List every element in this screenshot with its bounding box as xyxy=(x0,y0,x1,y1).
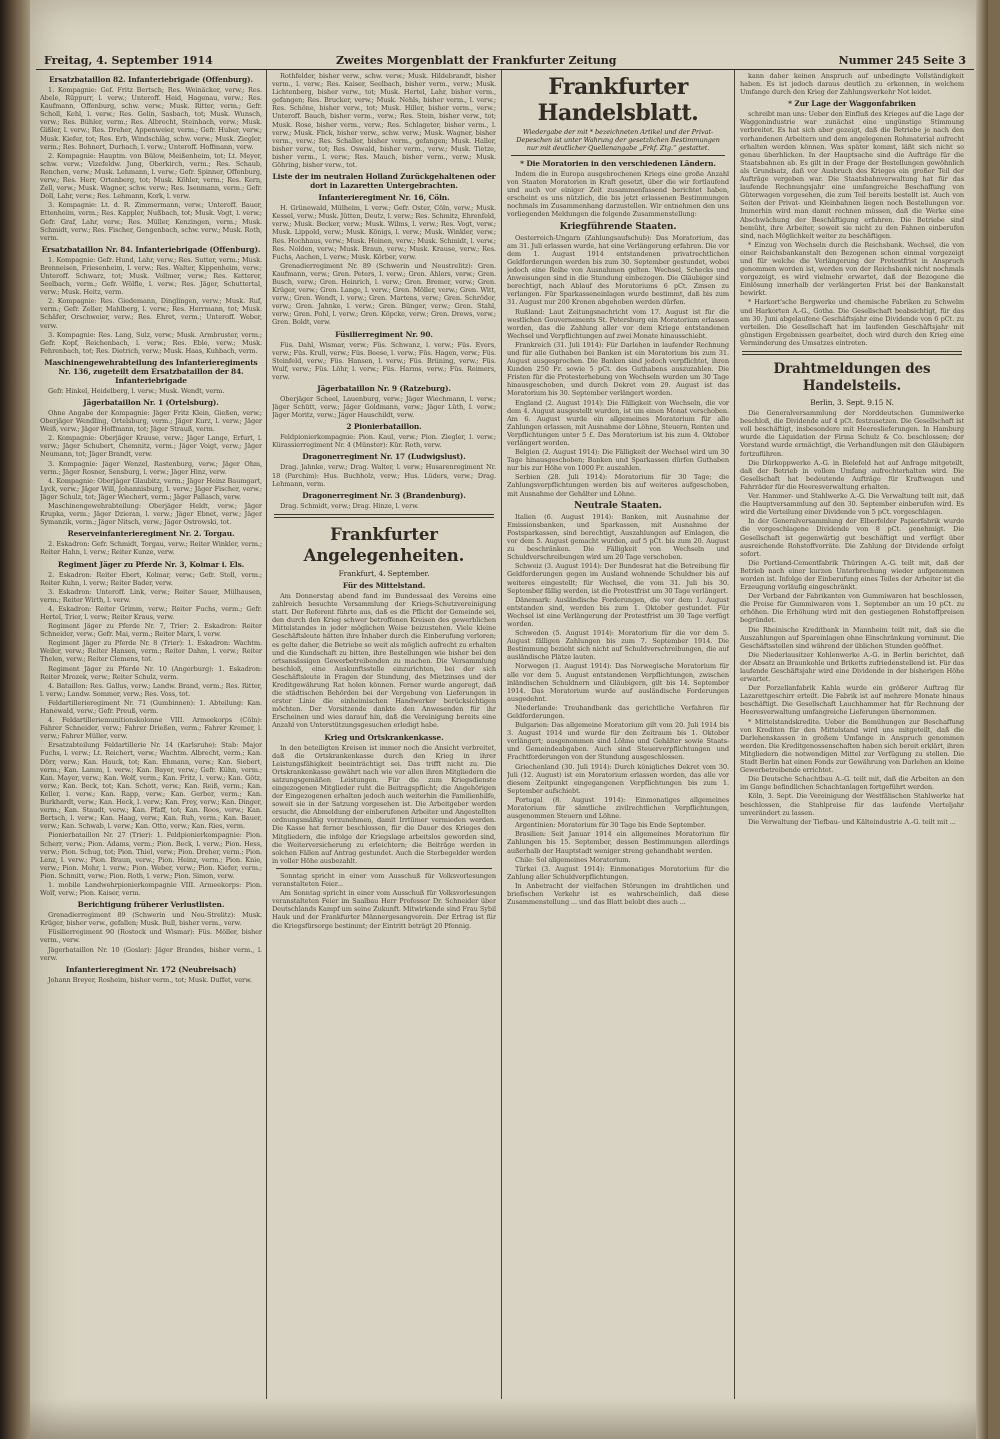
book-binding xyxy=(0,0,30,1439)
column-2-body-g: Drag. Schmidt, verw.; Drag. Hinze, l. verw. xyxy=(280,501,419,510)
reprint-note: Wiedergabe der mit * bezeichneten Artikel und der Privat-Depeschen ist unter Wahrung der gesetzlichen Bestimmungen nur mit deutlicher Quellenangabe „Frkf. Ztg.“ gestattet. xyxy=(516,128,720,152)
header-date: Freitag, 4. September 1914 xyxy=(44,54,213,67)
column-rule xyxy=(501,70,502,1399)
column-1-regiment-2: Regiment Jäger zu Pferde Nr. 3, Kolmar i. Els. xyxy=(57,559,245,569)
section-title: Frankfurter Angelegenheiten. xyxy=(303,524,465,565)
masthead-rule xyxy=(511,155,725,156)
column-4-body-a: kann daher keinen Anspruch auf unbedingte Vollständigkeit haben. Es ist jedoch daraus deutlich zu erkennen, in welchem Umfange durch den Krieg der Zahlungsverkehr Not leidet. xyxy=(740,72,964,97)
lead-heading: * Die Moratorien in den verschiedenen Ländern. xyxy=(520,159,716,168)
column-2-body-f: Drag. Jahnke, verw.; Drag. Walter, l. verw.; Husarenregiment Nr. 18 (Parchim): Hus. Buchholz, verw.; Hus. Lüders, verw.; Drag. Lehmann, verm. xyxy=(272,463,496,488)
column-1-body-e: 2. Eskadron: Gefr. Schmidt, Torgau, verw.; Reiter Winkler, verm.; Reiter Hahn, l. verw.; Reiter Kunze, verw. xyxy=(40,540,262,557)
column-rule xyxy=(734,70,735,1399)
column-2-body-a: Rothfelder, bisher verw., schw. verw.; Musk. Hildebrandt, bisher verm., l. verw.; Res. Kaiser, Seelbach, bisher verm., verw.; Musk. Lichtenberg, bisher verw., tot; Musk. Hertel, Lahr, bisher verm., gefangen; Res. Brucker, verw.; Musk. Nehls, bisher verm., l. verw.; Res. Schöne, bisher verw., tot; Musk. Hiller, bisher verm., verw.; Unteroff. Bauch, bisher verm., verw.; Res. Stein, bisher verw., tot; Musk. Rose, bisher verm., verw.; Res. Schlageter, bisher verm., l. verw.; Musk. Flick, bisher verw., schw. verw.; Musk. Wagner, bisher verm., verw.; Res. Schaller, bisher verm., gefangen; Musk. Haller, bisher verw., tot; Res. Oswald, bisher verm., verw.; Musk. Tietze, bisher verm., l. verw.; Res. Mauch, bisher verm., verw.; Musk. Göhring, bisher verw., tot. xyxy=(272,72,496,170)
telegraph-heading: Drahtmeldungen des Handelsteils. xyxy=(773,361,931,394)
column-1-regiment-heading: Ersatzbataillon Nr. 84. Infanteriebrigade (Offenburg). xyxy=(41,244,261,254)
waggon-heading: * Zur Lage der Waggonfabriken xyxy=(788,99,916,109)
column-1-intro: Ersatzbataillon 82. Infanteriebrigade (Offenburg). xyxy=(49,75,253,84)
column-2-body-c: Füs. Dahl, Wismar, verw.; Füs. Schwanz, l. verw.; Füs. Evers, verw.; Füs. Krull, verw.; Füs. Beese, l. verw.; Füs. Hagen, verw.; Füs. Steinfeld, verw.; Füs. Hansen, l. verw.; Füs. Brüning, verw.; Füs. Wulf, verw.; Füs. Löhr, l. verw.; Füs. Harms, verw.; Füs. Reimers, verw. xyxy=(272,340,496,381)
handelsblatt-masthead: Frankfurter Handelsblatt. xyxy=(537,74,699,126)
section-subheading: Für des Mittelstand. xyxy=(342,580,426,590)
column-2-reg-b: Füsilierregiment Nr. 90. xyxy=(335,329,433,339)
section-body-b: In den beteiligten Kreisen ist immer noch die Ansicht verbreitet, daß die Ortskrankenkasse durch den Krieg in ihrer Leistungsfähigkeit beeinträchtigt sei. Das trifft nicht zu. Die Ortskrankenkasse gewährt nach wie vor allen ihren Mitgliedern die satzungsgemäßen Leistungen. Für die zum Kriegsdienste eingezogenen Mitglieder ruht die Beitragspflicht; die Angehörigen der Eingezogenen erhalten jedoch auch weiterhin die Familienhilfe, soweit sie in der Satzung vorgesehen ist. Die Arbeitgeber werden ersucht, die Abmeldung der einberufenen Arbeiter und Angestellten ordnungsmäßig vorzunehmen, damit Irrtümer vermieden werden. Die Kasse hat ferner beschlossen, für die Dauer des Krieges den Mitgliedern, die infolge der Kriegslage arbeitslos geworden sind, die Weiterversicherung zu erleichtern; die Beiträge werden in solchen Fällen auf Antrag gestundet. Auch die Sterbegelder werden in voller Höhe ausbezahlt. xyxy=(272,743,496,865)
column-3-body-a: Indem die in Europa ausgebrochenen Kriegs eine große Anzahl von Staaten Moratorien in Kraft gesetzt, über die wir fortlaufend und auch vor einiger Zeit zusammenfassend berichtet haben, erscheint es uns nützlich, die bis jetzt erlassenen Bestimmungen nochmals im Zusammenhang darzustellen. Wir entnehmen den uns vorliegenden Meldungen die folgende Zusammenstellung: xyxy=(507,170,729,219)
column-2-reg-d: 2 Pionierbataillon. xyxy=(346,422,422,432)
column-1-last-heading: Infanterieregiment Nr. 172 (Neubreisach) xyxy=(65,964,237,974)
header-rule xyxy=(36,69,974,70)
column-rule xyxy=(266,70,267,1399)
newspaper-page xyxy=(30,0,988,1439)
subheading-belligerent: Kriegführende Staaten. xyxy=(559,221,677,232)
column-1-body-g: Grenadierregiment 89 (Schwerin und Neu-Strelitz): Musk. Krüger, bisher verw., gefallen; Musk. Bull, bisher verm., verw. Füsilierregiment 90 (Rostock und Wismar): Füs. Möller, bisher verm., verw. Jägerbataillon Nr. 10 (Goslar): Jäger Brandes, bisher verm., l. verw. xyxy=(40,911,262,962)
column-2-reg-c: Jägerbataillon Nr. 9 (Ratzeburg). xyxy=(317,384,451,393)
telegraph-dateline: Berlin, 3. Sept. 9.15 N. xyxy=(810,398,894,407)
section-subhead-2: Krieg und Ortskrankenkasse. xyxy=(324,732,444,742)
column-2-reg-f: Dragonerregiment Nr. 3 (Brandenburg). xyxy=(302,490,466,500)
column-1-body-h: Johann Breyer, Rosheim, bisher verm., tot; Musk. Duffet, verw. xyxy=(48,975,252,984)
column-4-body-b: schreibt man uns: Ueber den Einfluß des Krieges auf die Lage der Waggonindustrie war zunächst eine ungünstige Stimmung verbreitet. Es hat sich aber gezeigt, daß die Betriebe je nach den vorhandenen Arbeitern und dem angelegenen Rohmaterial aufrecht erhalten werden können. Was später kommt, läßt sich nicht so genau überblicken. In der Hauptsache sind die Aufträge für die Staatsbahnen ab. Es gilt in der Frage der Bestellungen gewöhnlich als Grundsatz, daß vor Ausbruch des Krieges ein großer Teil der Aufträge vergeben war. Die Staatsbahnverwaltung hat für das laufende Rechnungsjahr eine umfangreiche Beschaffung von Güterwagen vorgesehen, die zum Teil bereits bestellt ist. Auch von Seiten der Privat- und Kleinbahnen liegen noch Bestellungen vor. Immerhin wird man damit rechnen müssen, daß die Werke eine Abschwächung der Beschäftigung erfahren. Die Betriebe sind bemüht, ihre Arbeiter, soweit sie nicht zu den Fahnen einberufen sind, nach Möglichkeit weiter zu beschäftigen. * Einzug von Wechseln durch die Reichsbank. Wechsel, die von einer Reichsbankanstalt den Bezogenen schon einmal vorgezeigt und für welche die Verlängerung der Protestfrist in Anspruch genommen worden ist, werden von der Reichsbank nicht nochmals vorgezeigt, es wird vielmehr erwartet, daß der Bezogene die Einlösung innerhalb der verlängerten Frist bei der Bankanstalt bewirkt. * Harkort'sche Bergwerke und chemische Fabriken zu Schwelm und Harkorten A.-G., Gotha. Die Gesellschaft beabsichtigt, für das am 30. Juni abgelaufene Geschäftsjahr eine Dividende von 6 pCt. zu verteilen. Die Gesellschaft hat im laufenden Geschäftsjahr mit günstigen Ergebnissen gearbeitet, doch wird durch den Krieg eine Verminderung des Umsatzes eintreten. xyxy=(740,110,964,347)
column-2-body-e: Feldpionierkompagnie: Pion. Kaul, verw.; Pion. Ziegler, l. verw.; Kürassierregiment Nr. 4 (Münster): Kür. Roth, verw. xyxy=(272,433,496,450)
section-separator xyxy=(274,514,494,518)
column-1-body-b: 1. Kompagnie: Gefr. Hund, Lahr, verw.; Res. Sutter, verm.; Musk. Brenneisen, Friesenheim, l. verw.; Res. Walter, Kippenheim, verw.; Unteroff. Schwarz, tot; Musk. Vollmer, verw.; Res. Ketterer, Seelbach, verm.; Gefr. Wölfle, l. verw.; Res. Jäger, Schuttertal, verw.; Musk. Heitz, verm. 2. Kompagnie: Res. Giedemann, Dinglingen, verw.; Musk. Ruf, verm.; Gefr. Zeller, Mahlberg, l. verw.; Res. Herrmann, tot; Musk. Schäfer, Orschweier, verw.; Res. Ehret, verm.; Unteroff. Weber, verw. 3. Kompagnie: Res. Lang, Sulz, verw.; Musk. Armbruster, verm.; Gefr. Kopf, Reichenbach, l. verw.; Res. Eble, verw.; Musk. Fehrenbach, tot; Res. Dietrich, verw.; Musk. Haas, Kuhbach, verm. xyxy=(40,255,262,355)
column-1-guard-heading: Maschinengewehrabteilung des Infanterieregiments Nr. 136, zugeteilt dem Ersatzbataillon der 84. Infanteriebrigade xyxy=(44,357,258,385)
page-edge xyxy=(976,0,988,1439)
column-2 xyxy=(272,72,496,1399)
column-2-body-b: H. Grünewald, Mülheim, l. verw.; Gefr. Oster, Cöln, verw.; Musk. Kessel, verw.; Musk. Jütten, Deutz, l. verw.; Res. Schmitz, Ehrenfeld, verw.; Musk. Becker, verw.; Musk. Wilms, l. verw.; Res. Vogt, verw.; Musk. Lippold, verw.; Musk. Königs, l. verw.; Musk. Winkler, verw.; Res. Hochhaus, verw.; Musk. Heinen, verw.; Musk. Schmidt, l. verw.; Res. Nolden, verw.; Musk. Braun, verw.; Musk. Krause, verw.; Res. Fuchs, Aachen, l. verw.; Musk. Körber, verw. Grenadierregiment Nr. 89 (Schwerin und Neustrelitz): Gren. Kaufmann, verw.; Gren. Peters, l. verw.; Gren. Ahlers, verw.; Gren. Busch, verw.; Gren. Heinrich, l. verw.; Gren. Bremer, verw.; Gren. Krüger, verw.; Gren. Lange, l. verw.; Gren. Möller, verw.; Gren. Witt, verw.; Gren. Wendt, l. verw.; Gren. Martens, verw.; Gren. Schröder, verw.; Gren. Jahnke, l. verw.; Gren. Bünger, verw.; Gren. Stahl, verw.; Gren. Pohl, l. verw.; Gren. Köpcke, verw.; Gren. Drews, verw.; Gren. Boldt, verw. xyxy=(272,204,496,327)
column-1-bottom-heading: Berichtigung früherer Verlustlisten. xyxy=(77,900,225,910)
column-1-body-c: Gefr. Hinkel, Heidelberg, l. verw.; Musk. Wendt, verm. xyxy=(48,386,225,395)
section-dateline: Frankfurt, 4. September. xyxy=(338,568,430,578)
column-2-body-d: Oberjäger Scheel, Lauenburg, verw.; Jäger Wiechmann, l. verw.; Jäger Schütt, verw.; Jäger Goldmann, verw.; Jäger Lüth, l. verw.; Jäger Moritz, verw.; Jäger Hauschildt, verw. xyxy=(272,395,496,420)
column-2-list-heading: Liste der im neutralen Holland Zurückgehaltenen oder dort in Lazaretten Untergebrachten. xyxy=(272,172,496,191)
column-2-reg-a: Infanterieregiment Nr. 16, Cöln. xyxy=(318,193,450,203)
column-4-body-c: Die Generalversammlung der Norddeutschen Gummiwerke beschloß, die Dividende auf 4 pCt. festzusetzen. Die Gesellschaft ist voll beschäftigt, insbesondere mit Heereslieferungen. In Hamburg wurde die Liquidation der Firma Schulz & Co. beschlossen; der Vorstand wurde ermächtigt, die Verhandlungen mit den Gläubigern fortzuführen. Die Dürkoppwerke A.-G. in Bielefeld hat auf Anfrage mitgeteilt, daß der Betrieb in vollem Umfang aufrechterhalten wird. Die Gesellschaft hat bedeutende Aufträge für Kraftwagen und Fahrräder für die Heeresverwaltung erhalten. Ver. Hammer- und Stahlwerke A.-G. Die Verwaltung teilt mit, daß die Hauptversammlung auf den 30. September einberufen wird. Es wird die Verteilung einer Dividende von 5 pCt. vorgeschlagen. In der Generalversammlung der Elberfelder Papierfabrik wurde die vorgeschlagene Dividende von 8 pCt. genehmigt. Die Gesellschaft ist gegenwärtig gut beschäftigt und verfügt über ausreichende Rohstoffvorräte. Die Zahlung der Dividende erfolgt sofort. Die Portland-Cementfabrik Thüringen A.-G. teilt mit, daß der Betrieb nach einer kurzen Unterbrechung wieder aufgenommen worden ist. Infolge der Einberufung eines Teiles der Arbeiter ist die Erzeugung vorläufig eingeschränkt. Der Verband der Fabrikanten von Gummiwaren hat beschlossen, die Preise für Gummiwaren vom 1. September an um 10 pCt. zu erhöhen. Die Erhöhung wird mit den gestiegenen Rohstoffpreisen begründet. Die Rheinische Kreditbank in Mannheim teilt mit, daß sie die Auszahlungen auf Spareinlagen ohne Einschränkung vornimmt. Die Geschäftsstellen sind während der üblichen Stunden geöffnet. Die Niederlausitzer Kohlenwerke A.-G. in Berlin berichtet, daß der Absatz an Braunkohle und Briketts zufriedenstellend ist. Für das laufende Geschäftsjahr wird eine Dividende in der bisherigen Höhe erwartet. Der Porzellanfabrik Kahla wurde ein größerer Auftrag für Lazarettgeschirr erteilt. Die Fabrik ist auf mehrere Monate hinaus beschäftigt. Die Gesellschaft Lauchhammer hat für Rechnung der Heeresverwaltung umfangreiche Lieferungen übernommen. * Mittelstandskredite. Ueber die Bemühungen zur Beschaffung von Krediten für den Mittelstand wird uns mitgeteilt, daß die Darlehenskassen in großem Umfange in Anspruch genommen werden. Die Kreditgenossenschaften haben sich bereit erklärt, ihren Mitgliedern die notwendigen Mittel zur Verfügung zu stellen. Die Stadt Berlin hat einen Fonds zur Gewährung von Darlehen an kleine Gewerbetreibende errichtet. Die Deutsche Schachtbau A.-G. teilt mit, daß die Arbeiten an den im Gange befindlichen Schachtanlagen fortgeführt werden. Köln, 3. Sept. Die Vereinigung der Westfälischen Stahlwerke hat beschlossen, die Stahlpreise für das laufende Vierteljahr unverändert zu lassen. Die Verwaltung der Tiefbau- und Kälteindustrie A.-G. teilt mit ... xyxy=(740,409,964,826)
column-4-separator xyxy=(742,351,962,355)
page-bottom-shadow xyxy=(30,1399,988,1439)
column-2-reg-e: Dragonerregiment Nr. 17 (Ludwigslust). xyxy=(302,452,466,462)
column-1-body-a: 1. Kompagnie: Gef. Fritz Bertsch; Res. Weinäcker, verw.; Res. Abele, Rüppurr, l. verw.; Unteroff. Heid, Hagenau, verw.; Res. Kaufmann, Offenburg, schw. verw.; Musk. Ritter, verm.; Gefr. Scholl, Kehl, l. verw.; Res. Gelin, Sasbach, tot; Musk. Wunsch, verw.; Res. Bühler, verm.; Res. Albrecht, Steinbach, verw.; Musk. Gißler, l. verw.; Res. Dreher, Appenweier, verm.; Gefr. Huber, verw.; Musk. Kiefer, tot; Res. Erb, Windschläg, schw. verw.; Musk. Ziegler, verm.; Res. Bohnert, Durbach, l. verw.; Unteroff. Hoffmann, verw. 2. Kompagnie: Hauptm. von Bülow, Meißenheim, tot; Lt. Meyer, schw. verw.; Vizefeldw. Jung, Oberkirch, verm.; Res. Schaub, Renchen, verw.; Musk. Lehmann, l. verw.; Gefr. Spinner, Offenburg, verw.; Res. Herr, Ortenberg, tot; Musk. Köhler, verm.; Res. Kern, Zell, verw.; Musk. Wagner, schw. verw.; Res. Isenmann, verm.; Gefr. Doll, Lahr, verw.; Res. Lehmann, Kork, l. verw. 3. Kompagnie: Lt. d. R. Zimmermann, verw.; Unteroff. Bauer, Ettenheim, verm.; Res. Kappler, Nußbach, tot; Musk. Vogt, l. verw.; Gefr. Graf, Lahr, verw.; Res. Müller, Kenzingen, verm.; Musk. Schmidt, verw.; Res. Fischer, Gengenbach, schw. verw.; Musk. Roth, verm. xyxy=(40,86,262,242)
column-1-reserve-heading: Reserveinfanterieregiment Nr. 2. Torgau. xyxy=(67,529,235,539)
column-1-body-d: Ohne Angabe der Kompagnie: Jäger Fritz Klein, Gießen, verw.; Oberjäger Wendling, Ortelsburg, verm.; Jäger Kurz, l. verw.; Jäger Weiß, verw.; Jäger Hoffmann, tot; Jäger Strauß, verm. 2. Kompagnie: Oberjäger Krause, verw.; Jäger Lange, Erfurt, l. verw.; Jäger Schubert, Chemnitz, verm.; Jäger Voigt, verw.; Jäger Neumann, tot; Jäger Brandt, verw. 3. Kompagnie: Jäger Wenzel, Rastenburg, verw.; Jäger Ohm, verm.; Jäger Rosner, Sensburg, l. verw.; Jäger Hinz, verw. 4. Kompagnie: Oberjäger Glaubitz, verm.; Jäger Heinz Baumgart, Lyck, verw.; Jäger Will, Johannisburg, l. verw.; Jäger Fischer, verw.; Jäger Schulz, tot; Jäger Wiechert, verm.; Jäger Pallasch, verw. Maschinengewehrabteilung: Oberjäger Heldt, verw.; Jäger Krupka, verm.; Jäger Dzieran, l. verw.; Jäger Ebnet, verw.; Jäger Symanzik, verm.; Jäger Nitsch, verw.; Jäger Ostrowski, tot. xyxy=(40,409,262,527)
header-page-number: Nummer 245 Seite 3 xyxy=(838,54,966,67)
column-1 xyxy=(40,72,262,1399)
section-closing: Sonntag spricht in einer vom Ausschuß für Volksvorlesungen veranstalteten Feier... xyxy=(272,871,496,889)
header-edition: Zweites Morgenblatt der Frankfurter Zeitung xyxy=(336,54,617,67)
section-body-c: Sonntag spricht in einer vom Ausschuß für Volksvorlesungen veranstalteten Feier... Am Sonntag spricht in einer vom Ausschuß für Volksvorlesungen veranstalteten Feier im Saalbau Herr Professor Dr. Schneider über Deutschlands Kampf um seine Zukunft. Mitwirkende sind Frau Sybil Hauk und der Frankfurter Männergesangverein. Der Ertrag ist für die Kriegsfürsorge bestimmt; der Eintritt beträgt 20 Pfennig. xyxy=(272,871,496,930)
page-header xyxy=(36,54,974,70)
section-body-a: Am Donnerstag abend fand im Bundessaal des Vereins eine zahlreich besuchte Versammlung der Kriegs-Schutzvereinigung statt. Der Referent führte aus, daß es die Pflicht der Gemeinde sei, den durch den Krieg schwer betroffenen Kreisen des gewerblichen Mittelstandes in jeder möglichen Weise beizustehen. Viele kleine Geschäftsleute hätten ihre Inhaber durch die Einberufung verloren; es gelte daher, die Betriebe so weit als möglich aufrecht zu erhalten und die Kundschaft zu bitten, ihre Bestellungen wie bisher bei den ortsansässigen Gewerbetreibenden zu machen. Die Versammlung beschloß, eine Auskunftsstelle einzurichten, bei der sich Geschäftsleute in Fragen der Stundung, des Mietzinses und der Kreditgewährung Rat holen können. Ferner wurde angeregt, daß die städtischen Behörden bei der Vergebung von Lieferungen in erster Linie die einheimischen Handwerker berücksichtigen möchten. Der Vorsitzende dankte den Anwesenden für ihr Erscheinen und wies darauf hin, daß die Vereinigung bereits eine Anzahl von Unterstützungsgesuchen erledigt habe. xyxy=(272,591,496,730)
column-4 xyxy=(740,72,964,1399)
section-rule xyxy=(276,868,492,869)
subheading-neutral: Neutrale Staaten. xyxy=(574,500,662,511)
column-3-body-c: Italien (6. August 1914): Banken, mit Ausnahme der Emissionsbanken, und Sparkassen, mit Ausnahme der Postsparkassen, sind berechtigt, Auszahlungen auf Einlagen, die vor dem 5. August gemacht wurden, auf 5 pCt. bis zum 20. August zu beschränken. Die Fälligkeit von Wechseln und Schuldverschreibungen wird um 20 Tage verschoben. Schweiz (3. August 1914): Der Bundesrat hat die Betreibung für Geldforderungen gegen im Ausland wohnende Schuldner bis auf weiteres eingestellt; für Wechsel, die vom 31. Juli bis 30. September fällig werden, ist die Protestfrist um 30 Tage verlängert. Dänemark: Ausländische Forderungen, die vor dem 1. August entstanden sind, werden bis zum 1. Oktober gestundet. Für Wechsel ist eine Verlängerung der Protestfrist um 30 Tage verfügt worden. Schweden (5. August 1914): Moratorium für die vor dem 5. August fälligen Zahlungen bis zum 7. September 1914. Die Bestimmung bezieht sich nicht auf Schuldverschreibungen, die auf ausländische Plätze lauten. Norwegen (1. August 1914): Das Norwegische Moratorium für alle vor dem 5. August entstandenen Verpflichtungen, zwischen inländischen Schuldnern und Gläubigern, gilt bis 14. September 1914. Das Moratorium wurde auf ausländische Forderungen ausgedehnt. Niederlande: Treuhandbank das gerichtliche Verfahren für Geldforderungen. Bulgarien: Das allgemeine Moratorium gilt vom 20. Juli 1914 bis 3. August 1914 und wurde für den Zeitraum bis 1. Oktober verlängert; ausgenommen sind Löhne und Gehälter sowie Staats- und Gemeindeabgaben. Auch sind Steuerverpflichtungen und Frachtforderungen von der Stundung ausgeschlossen. Griechenland (30. Juli 1914): Durch königliches Dekret vom 30. Juli (12. August) ist ein Moratorium erlassen worden, das alle vor diesem Zeitpunkt eingegangenen Verpflichtungen bis zum 1. September aufschiebt. Portugal (8. August 1914): Einmonatiges allgemeines Moratorium für sämtliche zivilrechtlichen Verpflichtungen, ausgenommen Steuern und Löhne. Argentinien: Moratorium für 30 Tage bis Ende September. Brasilien: Seit Januar 1914 ein allgemeines Moratorium für Zahlungen bis 15. September, dessen Bestimmungen allerdings außerhalb der Hauptstadt weniger streng gehandhabt werden. Chile: Sol allgemeines Moratorium. Türkei (3. August 1914): Einmonatiges Moratorium für die Zahlung aller Schuldverpflichtungen. In Anbetracht der vielfachen Störungen im drahtlichen und briefischen Verkehr ist es wahrscheinlich, daß diese Zusammenstellung ... und das Blatt belobt dies auch ... xyxy=(507,512,729,907)
column-3-body-b: Oesterreich-Ungarn (Zahlungsaufschub): Das Moratorium, das am 31. Juli erlassen wurde, hat eine Verlängerung erfahren. Die vor dem 1. August 1914 entstandenen privatrechtlichen Geldforderungen werden bis zum 30. September gestundet, wobei jedoch eine Reihe von Ausnahmen gelten. Wechsel, Schecks und Anweisungen sind in die Stundung einbezogen. Die Gläubiger sind berechtigt, nach Ablauf des Moratoriums 6 pCt. Zinsen zu verlangen. Für Sparkasseneinlagen wurde bestimmt, daß bis zum 31. August nur 200 Kronen abgehoben werden dürfen. Rußland: Laut Zeitungsnachricht vom 17. August ist für die westlichen Gouvernements St. Petersburg ein Moratorium erlassen worden, das die Zahlung aller vor dem Kriege entstandenen Wechsel und Verpflichtungen auf zwei Monate hinausschiebt. Frankreich (31. Juli 1914): Für Darlehen in laufender Rechnung und für alle Guthaben bei Banken ist ein Moratorium bis zum 31. August ausgesprochen. Die Banken sind jedoch verpflichtet, ihren Kunden 250 Fr. sowie 5 pCt. des Guthabens auszuzahlen. Die Fristen für die Protesterhebung von Wechseln wurden um 30 Tage hinausgeschoben, und durch Dekret vom 29. August ist das Moratorium bis 30. September verlängert worden. England (2. August 1914): Die Fälligkeit von Wechseln, die vor dem 4. August ausgestellt wurden, ist um einen Monat verschoben. Am 6. August wurde ein allgemeines Moratorium für alle Zahlungen erlassen, mit Ausnahme der Löhne, Steuern, Renten und Verpflichtungen unter 5 £. Das Moratorium ist bis zum 4. Oktober verlängert worden. Belgien (2. August 1914): Die Fälligkeit der Wechsel wird um 30 Tage hinausgeschoben; Banken und Sparkassen dürfen Guthaben nur bis zur Höhe von 1000 Fr. auszahlen. Serbien (28. Juli 1914): Moratorium für 30 Tage; die Zahlungsverpflichtungen werden bis auf weiteres aufgeschoben, mit Ausnahme der Gehälter und Löhne. xyxy=(507,233,729,498)
column-3 xyxy=(507,72,729,1399)
column-1-jaeger-heading: Jägerbataillon Nr. 1 (Ortelsburg). xyxy=(83,398,219,407)
column-1-body-f: 2. Eskadron: Reiter Ebert, Kolmar, verw.; Gefr. Stoll, verm.; Reiter Kuhn, l. verw.; Reiter Bader, verw. 3. Eskadron: Unteroff. Link, verw.; Reiter Sauer, Mülhausen, verm.; Reiter Wirth, l. verw. 4. Eskadron: Reiter Grimm, verw.; Reiter Fuchs, verm.; Gefr. Hertel, Trier, l. verw.; Reiter Kraus, verw. Regiment Jäger zu Pferde Nr. 7, Trier: 2. Eskadron: Reiter Schneider, verw.; Gefr. Mai, verm.; Reiter Marx, l. verw. Regiment Jäger zu Pferde Nr. 8 (Trier): 1. Eskadron: Wachtm. Weiler, verw.; Reiter Hansen, verm.; Reiter Dahm, l. verw.; Reiter Thelen, verw.; Reiter Clemens, tot. Regiment Jäger zu Pferde Nr. 10 (Angerburg): 1. Eskadron: Reiter Mrozek, verw.; Reiter Schulz, verm. 4. Bataillon: Res. Gallus, verw.; Landw. Brand, verm.; Res. Ritter, l. verw.; Landw. Sommer, verw.; Res. Voss, tot. Feldartillerieregiment Nr. 71 (Gumbinnen): 1. Abteilung: Kan. Hanewald, verw.; Gefr. Preuß, verm. 4. Feldartilleriemunitionskolonne VIII. Armeekorps (Cöln): Fahrer Schneider, verw.; Fahrer Drießen, verm.; Fahrer Kremer, l. verw.; Fahrer Müller, verw. Ersatzabteilung Feldartillerie Nr. 14 (Karlsruhe): Stab: Major Fuchs, l. verw.; Lt. Reichert, verw.; Wachtm. Albrecht, verm.; Kan. Dörr, verw.; Kan. Hauck, tot; Kan. Ehmann, verw.; Kan. Siebert, verm.; Kan. Lamm, l. verw.; Kan. Bayer, verw.; Gefr. Kühn, verm.; Kan. Mayer, verw.; Kan. Wolf, verm.; Kan. Fritz, l. verw.; Kan. Götz, verw.; Kan. Beck, tot; Kan. Schott, verw.; Kan. Reiß, verm.; Kan. Keller, l. verw.; Kan. Rapp, verw.; Kan. Gerber, verm.; Kan. Burkhardt, verw.; Kan. Heck, l. verw.; Kan. Frey, verw.; Kan. Dinger, verm.; Kan. Staudt, verw.; Kan. Pfaff, tot; Kan. Roos, verw.; Kan. Bertsch, l. verw.; Kan. Haag, verw.; Kan. Ruh, verm.; Kan. Bauer, verw.; Kan. Schwab, l. verw.; Kan. Otto, verw.; Kan. Ries, verm. Pionierbataillon Nr. 27 (Trier): 1. Feldpionierkompagnie: Pion. Scherr, verw.; Pion. Adams, verm.; Pion. Beck, l. verw.; Pion. Hess, verw.; Pion. Schug, tot; Pion. Thiel, verw.; Pion. Dreher, verm.; Pion. Lenz, l. verw.; Pion. Braun, verw.; Pion. Heinz, verm.; Pion. Knie, verw.; Pion. Mohr, l. verw.; Pion. Weber, verw.; Pion. Kiefer, verm.; Pion. Schmitt, verw.; Pion. Roth, l. verw.; Pion. Simon, verw. 1. mobile Landwehrpionierkompagnie VIII. Armeekorps: Pion. Wolf, verw.; Pion. Kaiser, verm. xyxy=(40,570,262,898)
